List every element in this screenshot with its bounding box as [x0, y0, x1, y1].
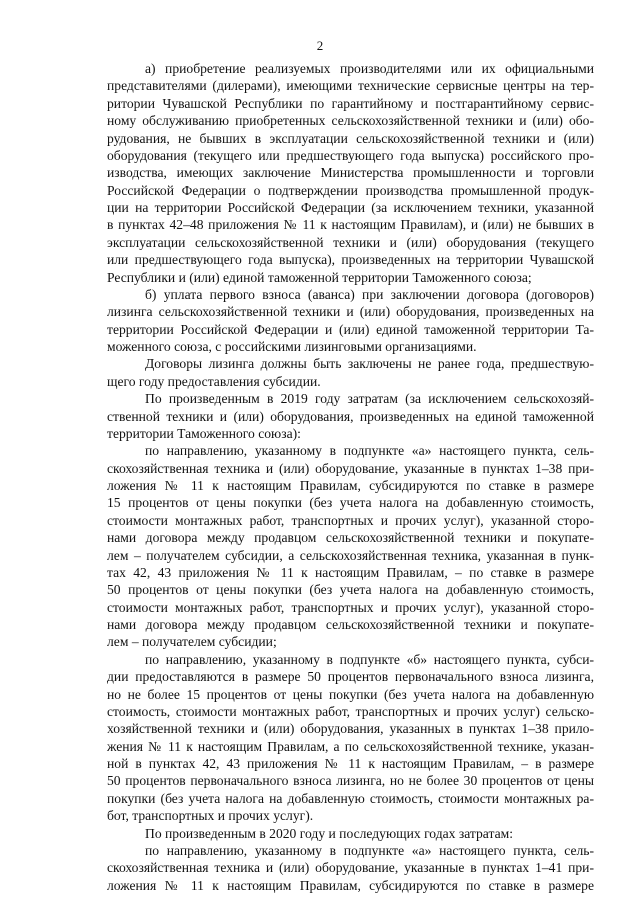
text-line: территории Таможенного союза):: [107, 425, 301, 441]
page-number: 2: [316, 38, 324, 53]
text-line: бот, транспортных и прочих услуг).: [107, 808, 314, 824]
text-line: скохозяйственная техника и (или) оборудование, указанные в пунктах 1–41 при-: [107, 860, 594, 876]
text-line: лизинга сельскохозяйственной техники и (или) оборудования, произведенных на: [107, 304, 594, 320]
text-line: жения № 11 к настоящим Правилам, а по сельскохозяйственной технике, указан-: [107, 738, 594, 754]
text-line: 50 процентов первоначального взноса лизинга, но не более 30 процентов от цены: [107, 773, 594, 789]
text-line: ложения № 11 к настоящим Правилам, субсидируются по ставке в размере: [107, 877, 594, 893]
text-line: по направлению, указанному в подпункте «б» настоящего пункта, субси-: [145, 651, 594, 667]
text-line: по направлению, указанному в подпункте «а» настоящего пункта, сель-: [145, 842, 594, 858]
text-line: Российской Федерации о подтверждении производства промышленной продук-: [107, 182, 594, 198]
text-line: или предшествующего года выпуска), произведенных на территории Чувашской: [107, 252, 594, 268]
text-line: нами договора между продавцом сельскохозяйственной техники и покупате-: [107, 617, 594, 632]
text-line: а) приобретение реализуемых производителями или их официальными: [145, 61, 594, 76]
text-line: стоимости монтажных работ, транспортных и прочих услуг), указанной сторо-: [107, 512, 594, 528]
text-line: изводства, имеющих заключение Министерства промышленности и торговли: [107, 165, 594, 181]
text-line: тах 42, 43 приложения № 11 к настоящим Правилам, – по ставке в размере: [107, 564, 594, 580]
text-line: лем – получателем субсидии, а сельскохозяйственная техника, указанная в пунк-: [107, 547, 594, 563]
text-line: б) уплата первого взноса (аванса) при заключении договора (договоров): [145, 286, 594, 302]
text-line: стоимость, стоимости монтажных работ, транспортных и прочих услуг) сельско-: [107, 703, 594, 719]
text-line: ной в пунктах 42, 43 приложения № 11 к настоящим Правилам, – в размере: [107, 756, 594, 771]
text-line: оборудования (текущего или предшествующего года выпуска) российского про-: [107, 147, 594, 163]
text-line: моженного союза, с российскими лизинговыми организациями.: [107, 339, 477, 354]
text-line: ственной техники и (или) оборудования, произведенных на единой таможенной: [107, 408, 594, 424]
text-line: 50 процентов от цены покупки (без учета налога на добавленную стоимость,: [107, 582, 594, 598]
text-line: Республики и (или) единой таможенной территории Таможенного союза;: [107, 269, 532, 285]
text-line: 15 процентов от цены покупки (без учета налога на добавленную стоимость,: [107, 495, 594, 511]
text-line: представителями (дилерами), имеющими технические сервисные центры на тер-: [107, 78, 594, 94]
text-line: но не более 15 процентов от цены покупки (без учета налога на добавленную: [107, 686, 594, 702]
text-line: покупки (без учета налога на добавленную стоимость, стоимости монтажных ра-: [107, 790, 594, 806]
text-line: рудования, не бывших в эксплуатации сельскохозяйственной техники и (или): [107, 130, 594, 146]
text-line: стоимости монтажных работ, транспортных и прочих услуг), указанной сторо-: [107, 599, 594, 615]
text-line: нами договора между продавцом сельскохозяйственной техники и покупате-: [107, 530, 594, 546]
body-text: [107, 60, 594, 894]
text-line: скохозяйственная техника и (или) оборудование, указанные в пунктах 1–38 при-: [107, 460, 594, 476]
text-line: По произведенным в 2020 году и последующих годах затратам:: [145, 825, 514, 841]
text-line: хозяйственной техники и (или) оборудования, указанных в пунктах 1–38 прило-: [107, 721, 594, 737]
text-line: ритории Чувашской Республики по гарантийному и постгарантийному сервис-: [107, 95, 594, 111]
text-line: территории Российской Федерации и (или) единой таможенной территории Та-: [107, 321, 594, 337]
text-line: щего году предоставления субсидии.: [107, 373, 321, 389]
text-line: Договоры лизинга должны быть заключены не ранее года, предшествую-: [145, 356, 594, 372]
text-line: По произведенным в 2019 году затратам (за исключением сельскохозяй-: [145, 391, 594, 407]
text-line: в пунктах 42–48 приложения № 11 к настоящим Правилам), и (или) не бывших в: [107, 217, 594, 233]
text-line: по направлению, указанному в подпункте «а» настоящего пункта, сель-: [145, 443, 594, 459]
text-line: дии предоставляются в размере 50 процентов первоначального взноса лизинга,: [107, 669, 594, 685]
text-line: ции на территории Российской Федерации (за исключением техники, указанной: [107, 200, 594, 215]
text-line: эксплуатации сельскохозяйственной техники и (или) оборудования (текущего: [107, 234, 594, 250]
text-line: лем – получателем субсидии;: [107, 634, 277, 650]
text-line: ложения № 11 к настоящим Правилам, субсидируются по ставке в размере: [107, 478, 594, 493]
text-line: ному обслуживанию приобретенных сельскохозяйственной техники и (или) обо-: [107, 113, 594, 129]
